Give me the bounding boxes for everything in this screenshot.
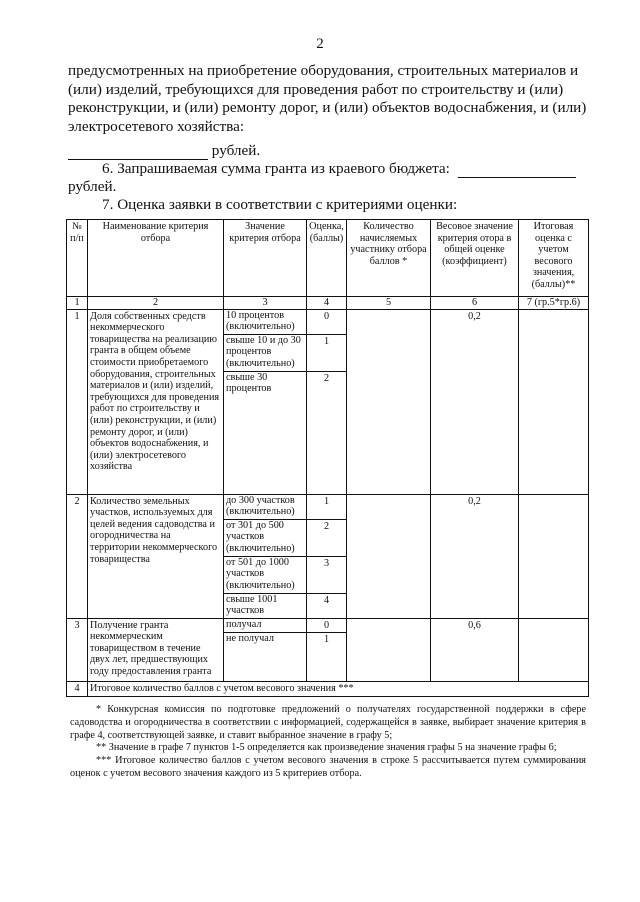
row-number: 3 <box>67 618 88 682</box>
criterion-score: 0 <box>307 309 347 334</box>
criterion-name: Получение гранта некоммерческим товариществом в течение двух лет, предшествующих году предоставления гранта <box>88 618 224 682</box>
criterion-value: от 501 до 1000 участков (включительно) <box>224 556 307 593</box>
footnote: ** Значение в графе 7 пунктов 1-5 определяется как произведение значения графы 5 на значение графы 6; <box>96 742 557 754</box>
footnotes <box>70 704 586 781</box>
intro-paragraph <box>68 62 588 136</box>
final-score-cell <box>519 309 589 494</box>
column-number: 3 <box>224 297 307 310</box>
total-label: Итоговое количество баллов с учетом весового значения *** <box>88 682 589 697</box>
intro-line: реконструкции, и (или) ремонту дорог, и (или) объектов водоснабжения, и (или) <box>68 99 587 116</box>
header-criterion: Наименование критерия отбора <box>88 220 224 297</box>
column-number: 7 (гр.5*гр.6) <box>519 297 589 310</box>
criterion-value: свыше 1001 участков <box>224 593 307 618</box>
total-row <box>67 682 589 697</box>
item-7-text: 7. Оценка заявки в соответствии с критериями оценки: <box>102 196 458 213</box>
rubles-line <box>68 142 260 160</box>
criterion-value: свыше 30 процентов <box>224 371 307 494</box>
footnote: * Конкурсная комиссия по подготовке предложений о получателях государственной поддержки в сфере садоводства и огородничества в соответствии с информацией, содержащейся в заявке, выбирает значение критерия в графе 4, соответствующей заявке, и ставит выбранное значение в графу 5; <box>70 704 586 741</box>
criterion-score: 1 <box>307 494 347 519</box>
weight-cell: 0,6 <box>431 618 519 682</box>
table-row <box>67 494 589 519</box>
criterion-value: от 301 до 500 участков (включительно) <box>224 519 307 556</box>
rubles-label: рублей. <box>211 142 261 159</box>
row-number: 2 <box>67 494 88 618</box>
criterion-score: 1 <box>307 633 347 682</box>
column-numbers-row <box>67 297 589 310</box>
criterion-score: 2 <box>307 371 347 494</box>
header-points: Количество начисляемых участнику отбора баллов * <box>347 220 431 297</box>
criterion-value: 10 процентов (включительно) <box>224 309 307 334</box>
criterion-name: Количество земельных участков, используемых для целей ведения садоводства и огородничества на территории некоммерческого товарищества <box>88 494 224 618</box>
header-score: Оценка, (баллы) <box>307 220 347 297</box>
grant-amount-blank <box>458 163 576 178</box>
final-score-cell <box>519 494 589 618</box>
weight-cell: 0,2 <box>431 494 519 618</box>
intro-line: предусмотренных на приобретение оборудования, строительных материалов и <box>68 62 579 79</box>
page-number: 2 <box>316 36 324 52</box>
points-cell <box>347 618 431 682</box>
table-header-row <box>67 220 589 297</box>
table-row <box>67 618 589 633</box>
weight-cell: 0,2 <box>431 309 519 494</box>
points-cell <box>347 309 431 494</box>
criterion-score: 3 <box>307 556 347 593</box>
criterion-score: 2 <box>307 519 347 556</box>
table-row <box>67 309 589 334</box>
criteria-table <box>66 219 589 697</box>
criterion-value: свыше 10 и до 30 процентов (включительно) <box>224 334 307 371</box>
criterion-score: 1 <box>307 334 347 371</box>
column-number: 4 <box>307 297 347 310</box>
criterion-value: до 300 участков (включительно) <box>224 494 307 519</box>
row-number: 4 <box>67 682 88 697</box>
criterion-value: получал <box>224 618 307 633</box>
criterion-score: 0 <box>307 618 347 633</box>
row-number: 1 <box>67 309 88 494</box>
footnote: *** Итоговое количество баллов с учетом весового значения в строке 5 рассчитывается путем суммирования оценок с учетом весового значения каждого из 5 критериев отбора. <box>70 755 586 779</box>
intro-line: (или) изделий, требующихся для проведения работ по строительству и (или) <box>68 80 564 98</box>
header-num: № п/п <box>67 220 88 297</box>
amount-blank <box>68 145 208 160</box>
intro-line: электросетевого хозяйства: <box>68 117 245 135</box>
column-number: 6 <box>431 297 519 310</box>
item-6-rubles: рублей. <box>68 178 117 195</box>
header-value: Значение критерия отбора <box>224 220 307 297</box>
item-6-text: 6. Запрашиваемая сумма гранта из краевого бюджета: <box>102 160 450 177</box>
item-6 <box>102 160 576 178</box>
criterion-name: Доля собственных средств некоммерческого товарищества на реализацию гранта в общем объеме стоимости приобретаемого оборудования, строительных материалов и (или) изделий, требующихся для проведения работ по строительству и (или) реконструкции, и (или) ремонту дорог, и (или) объектов водоснабжения, и (или) электросетевого хозяйства <box>88 309 224 494</box>
final-score-cell <box>519 618 589 682</box>
column-number: 1 <box>67 297 88 310</box>
header-final: Итоговая оценка с учетом весового значения, (баллы)** <box>519 220 589 297</box>
criterion-score: 4 <box>307 593 347 618</box>
column-number: 2 <box>88 297 224 310</box>
points-cell <box>347 494 431 618</box>
column-number: 5 <box>347 297 431 310</box>
criterion-value: не получал <box>224 633 307 682</box>
header-weight: Весовое значение критерия отора в общей оценке (коэффициент) <box>431 220 519 297</box>
